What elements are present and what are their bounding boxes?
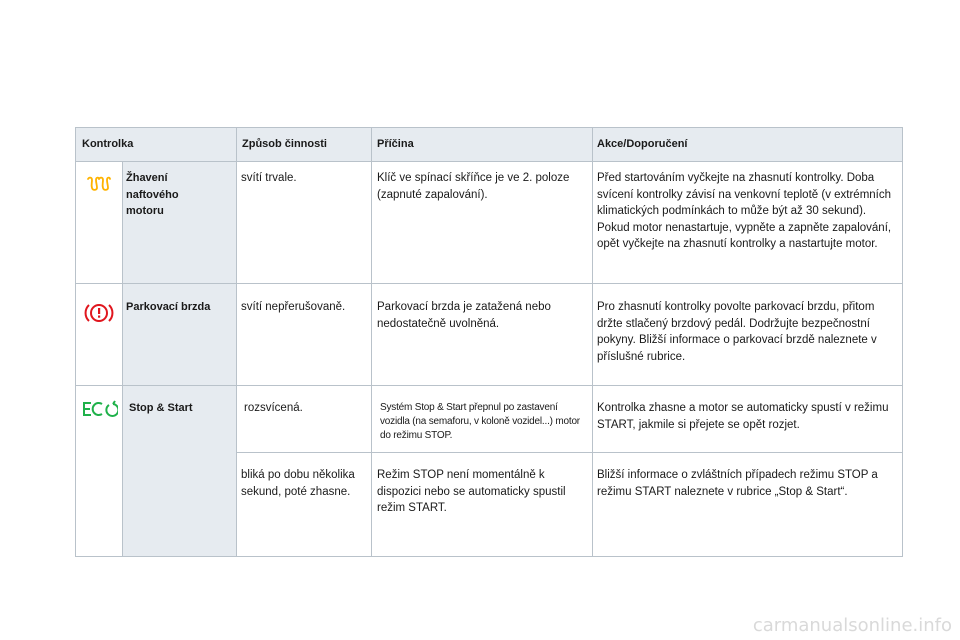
row-mode-eco-on: rozsvícená. [244, 402, 303, 414]
row-name-brake: Parkovací brzda [126, 301, 211, 313]
row-action-brake: Pro zhasnutí kontrolky povolte parkovací brzdu, přitom držte stlačený brzdový pedál. Dodržujte bezpečnostní pokyny. Bližší informace o parkovací brzdě naleznete v příslušné rubrice. [597, 301, 877, 363]
row-action-glow: Před startováním vyčkejte na zhasnutí kontrolky. Doba svícení kontrolky závisí na venkovní teplotě (v extrémních klimatických podmínkách to může být až 30 sekund). Pokud motor nenastartuje, vypněte a zapněte zapalování, opět vyčkejte na zhasnutí kontrolky a nastartujte motor. [597, 172, 892, 250]
warning-lights-table [75, 127, 903, 557]
grid-line [371, 128, 372, 556]
grid-line [122, 161, 123, 556]
row-action-eco-blink: Bližší informace o zvláštních případech režimu STOP a režimu START naleznete v rubrice „Stop & Start“. [597, 469, 878, 498]
row-cause-brake: Parkovací brzda je zatažená nebo nedostatečně uvolněná. [377, 301, 551, 330]
table-header [76, 128, 902, 162]
header-akce: Akce/Doporučení [597, 138, 688, 150]
row-divider [76, 283, 902, 284]
header-zpusob: Způsob činnosti [242, 138, 327, 150]
row-name-eco: Stop & Start [129, 402, 193, 414]
parking-brake-icon [84, 301, 114, 330]
row-mode-eco-blink: bliká po dobu několika sekund, poté zhasne. [241, 469, 355, 498]
name-column-bg [122, 161, 237, 556]
watermark: carmanualsonline.info [752, 615, 952, 636]
glow-plug-icon [86, 176, 112, 197]
row-cause-eco-blink: Režim STOP není momentálně k dispozici nebo se automaticky spustil režim START. [377, 469, 566, 514]
row-cause-glow: Klíč ve spínací skříňce je ve 2. poloze (zapnuté zapalování). [377, 172, 570, 201]
row-mode-brake: svítí nepřerušovaně. [241, 301, 346, 313]
row-action-eco-on: Kontrolka zhasne a motor se automaticky spustí v režimu START, jakmile si přejete se opět rozjet. [597, 402, 889, 431]
grid-line [592, 128, 593, 556]
row-name-glow: Žhavení naftového motoru [126, 172, 179, 217]
row-divider [76, 385, 902, 386]
eco-icon [82, 400, 118, 423]
grid-line [236, 128, 237, 556]
header-pricina: Příčina [377, 138, 414, 150]
row-cause-eco-on: Systém Stop & Start přepnul po zastavení vozidla (na semaforu, v koloně vozidel...) motor do režimu STOP. [380, 402, 580, 441]
row-divider [236, 452, 902, 453]
row-mode-glow: svítí trvale. [241, 172, 297, 184]
header-kontrolka: Kontrolka [82, 138, 134, 150]
